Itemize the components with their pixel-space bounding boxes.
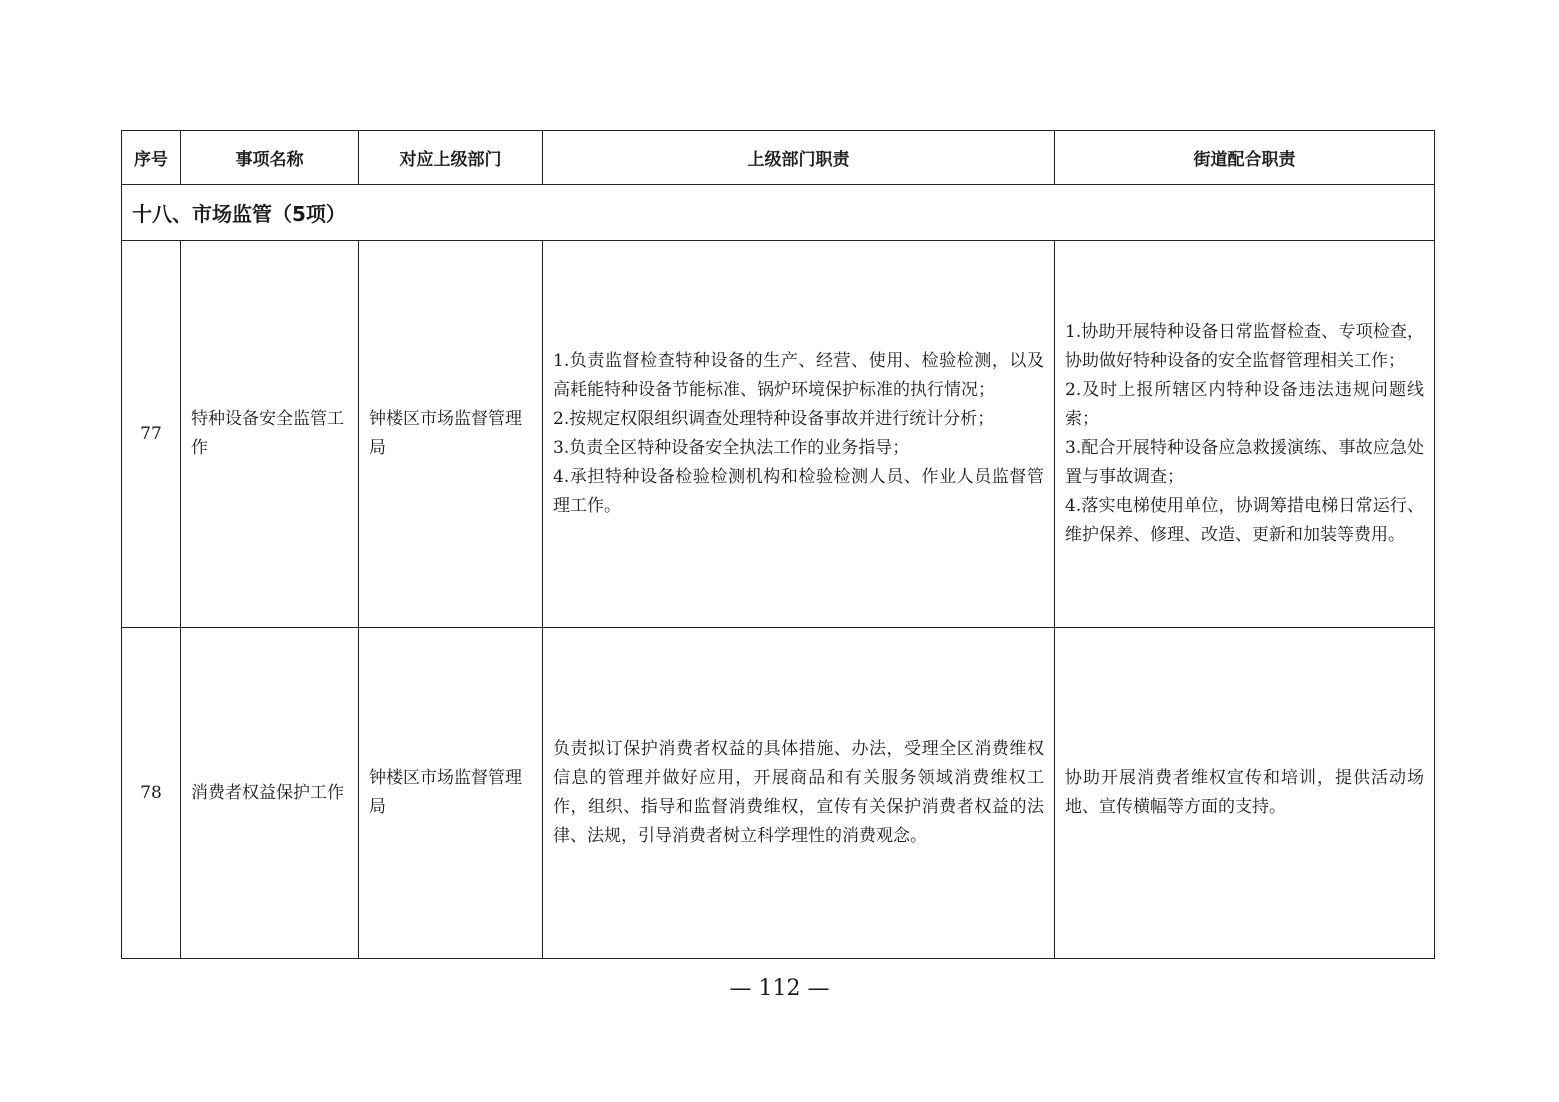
row-number: 77 — [122, 241, 181, 628]
header-street-duties: 街道配合职责 — [1055, 131, 1435, 185]
table-row — [122, 628, 1435, 959]
item-name: 消费者权益保护工作 — [181, 628, 359, 959]
street-duty-item: 1.协助开展特种设备日常监督检查、专项检查，协助做好特种设备的安全监督管理相关工作； — [1065, 322, 1424, 371]
section-row — [122, 185, 1435, 241]
street-duty-item: 4.落实电梯使用单位，协调筹措电梯日常运行、维护保养、修理、改造、更新和加装等费用。 — [1065, 496, 1424, 545]
street-duty-item: 3.配合开展特种设备应急救援演练、事故应急处置与事故调查； — [1065, 438, 1424, 487]
upper-duty-item: 3.负责全区特种设备安全执法工作的业务指导； — [553, 438, 910, 458]
street-duty-item: 协助开展消费者维权宣传和培训，提供活动场地、宣传横幅等方面的支持。 — [1065, 768, 1424, 817]
upper-dept: 钟楼区市场监督管理局 — [359, 628, 543, 959]
header-item-name: 事项名称 — [181, 131, 359, 185]
header-upper-dept: 对应上级部门 — [359, 131, 543, 185]
header-row — [122, 131, 1435, 185]
upper-duty-item: 2.按规定权限组织调查处理特种设备事故并进行统计分析； — [553, 409, 995, 429]
row-number: 78 — [122, 628, 181, 959]
duties-table — [121, 130, 1435, 959]
street-duties — [1055, 628, 1435, 959]
upper-duty-item: 1.负责监督检查特种设备的生产、经营、使用、检验检测，以及高耗能特种设备节能标准、锅炉环境保护标准的执行情况； — [553, 351, 1044, 400]
table-row — [122, 241, 1435, 628]
street-duties — [1055, 241, 1435, 628]
section-title: 十八、市场监管（5项） — [122, 185, 1435, 241]
upper-duty-item: 负责拟订保护消费者权益的具体措施、办法，受理全区消费维权信息的管理并做好应用，开展商品和有关服务领域消费维权工作，组织、指导和监督消费维权，宣传有关保护消费者权益的法律、法规，引导消费者树立科学理性的消费观念。 — [553, 739, 1044, 846]
upper-duty-item: 4.承担特种设备检验检测机构和检验检测人员、作业人员监督管理工作。 — [553, 467, 1044, 516]
page-number: — 112 — — [729, 976, 830, 1001]
header-serial: 序号 — [122, 131, 181, 185]
upper-dept: 钟楼区市场监督管理局 — [359, 241, 543, 628]
upper-duties — [543, 241, 1055, 628]
upper-duties — [543, 628, 1055, 959]
item-name: 特种设备安全监管工作 — [181, 241, 359, 628]
street-duty-item: 2.及时上报所辖区内特种设备违法违规问题线索； — [1065, 380, 1424, 429]
header-upper-duties: 上级部门职责 — [543, 131, 1055, 185]
